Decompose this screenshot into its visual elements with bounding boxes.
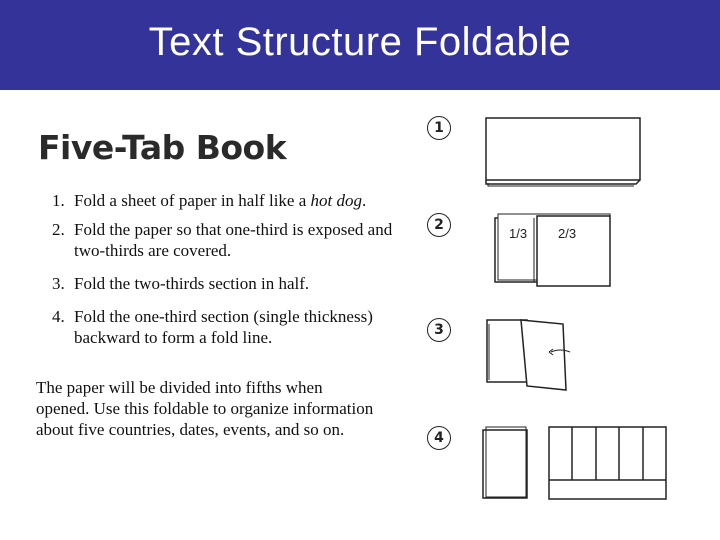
step-number: 3. xyxy=(52,274,65,293)
step-text: Fold the one-third section (single thickness) backward to form a fold line. xyxy=(74,307,373,347)
document-title: Five-Tab Book xyxy=(38,128,287,167)
fold-step-4-illustration xyxy=(483,427,666,499)
fold-step-1-illustration xyxy=(486,118,640,186)
step-text: Fold the two-thirds section in half. xyxy=(74,274,310,293)
step-number: 4. xyxy=(52,307,65,326)
fold-label-one-third: 1/3 xyxy=(509,226,528,241)
slide-title: Text Structure Foldable xyxy=(148,20,572,64)
step-emphasis: hot dog xyxy=(310,191,362,210)
step-text: Fold a sheet of paper in half like a xyxy=(74,191,311,210)
illustration-step-2-number: 2 xyxy=(427,213,451,237)
illustration-step-3-number: 3 xyxy=(427,318,451,342)
step-number: 2. xyxy=(52,220,65,239)
foldable-note: The paper will be divided into fifths when opened. Use this foldable to organize information about five countries, dates, events, and so on. xyxy=(36,378,374,439)
fold-step-3-illustration xyxy=(487,320,570,390)
step-text-end: . xyxy=(362,191,367,210)
step-number: 1. xyxy=(52,191,65,210)
illustration-step-4-number: 4 xyxy=(427,426,451,450)
illustration-step-1-number: 1 xyxy=(427,116,451,140)
fold-step-2-illustration xyxy=(495,214,610,286)
fold-label-two-thirds: 2/3 xyxy=(558,226,577,241)
step-text: Fold the paper so that one-third is exposed and two-thirds are covered. xyxy=(74,220,393,260)
